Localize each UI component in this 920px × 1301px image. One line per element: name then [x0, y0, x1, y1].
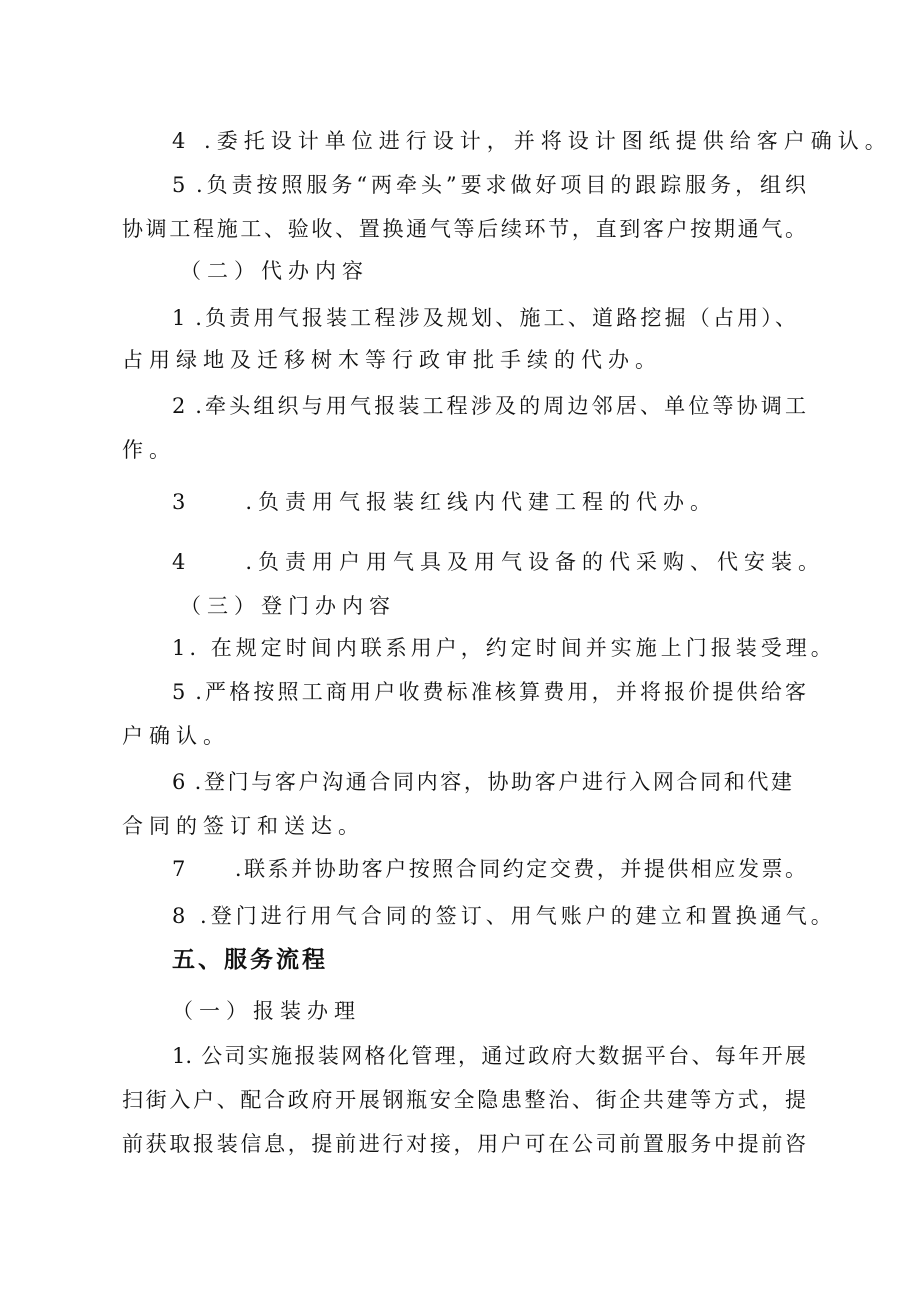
- paragraph-line: 4 .负责用户用气具及用气设备的代采购、代安装。: [172, 550, 826, 574]
- paragraph-line: 协调工程施工、验收、置换通气等后续环节，直到客户按期通气。: [122, 217, 806, 241]
- paragraph-line: 5 .严格按照工商用户收费标准核算费用，并将报价提供给客: [172, 680, 806, 704]
- paragraph-line: 户确认。: [122, 724, 230, 748]
- paragraph-line: 1. 在规定时间内联系用户，约定时间并实施上门报装受理。: [172, 636, 836, 660]
- paragraph-line: 扫街入户、配合政府开展钢瓶安全隐患整治、街企共建等方式，提: [122, 1088, 806, 1112]
- paragraph-line: 5 .负责按照服务“两牵头”要求做好项目的跟踪服务，组织: [172, 173, 806, 197]
- paragraph-line: 作。: [122, 438, 176, 462]
- paragraph-line: 前获取报装信息，提前进行对接，用户可在公司前置服务中提前咨: [122, 1132, 806, 1156]
- paragraph-line: 3 .负责用气报装红线内代建工程的代办。: [172, 490, 718, 514]
- paragraph-line: 6 .登门与客户沟通合同内容，协助客户进行入网合同和代建: [172, 770, 792, 794]
- section-heading: 五、服务流程: [172, 947, 328, 973]
- paragraph-line: 8 .登门进行用气合同的签订、用气账户的建立和置换通气。: [172, 904, 836, 928]
- section-subheading: （三）登门办内容: [180, 594, 396, 618]
- paragraph-line: 1 .负责用气报装工程涉及规划、施工、道路挖掘（占用）、: [172, 306, 796, 330]
- paragraph-line: 占用绿地及迁移树木等行政审批手续的代办。: [122, 348, 662, 372]
- paragraph-line: 1. 公司实施报装网格化管理，通过政府大数据平台、每年开展: [172, 1044, 806, 1068]
- paragraph-line: 2 .牵头组织与用气报装工程涉及的周边邻居、单位等协调工: [172, 394, 806, 418]
- section-subheading: （二）代办内容: [180, 259, 369, 283]
- paragraph-line: 7 .联系并协助客户按照合同约定交费，并提供相应发票。: [172, 857, 806, 881]
- section-subheading: （一）报装办理: [172, 999, 361, 1023]
- paragraph-line: 合同的签订和送达。: [122, 814, 365, 838]
- paragraph-line: 4 .委托设计单位进行设计，并将设计图纸提供给客户确认。: [172, 129, 892, 153]
